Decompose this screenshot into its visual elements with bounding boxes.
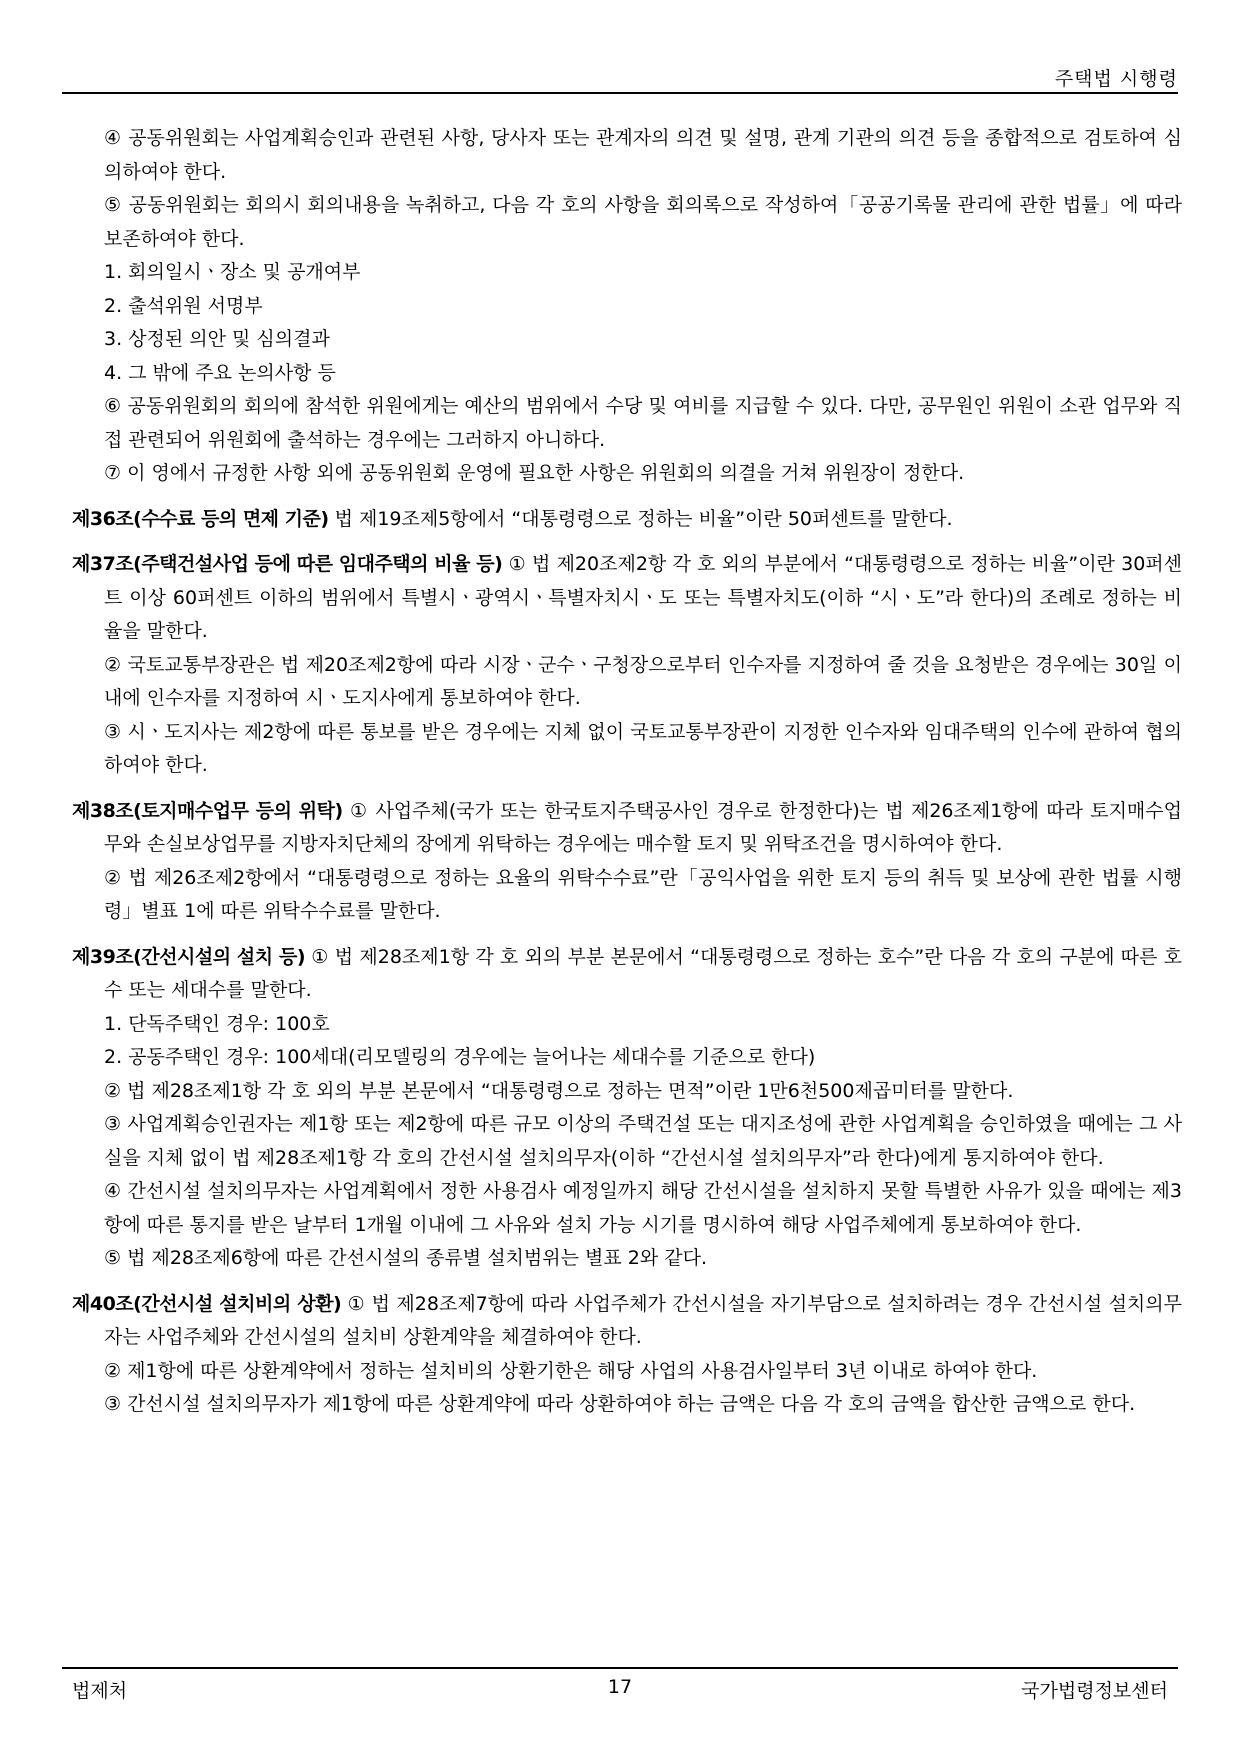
- article-heading: 제37조(주택건설사업 등에 따른 임대주택의 비율 등): [72, 553, 503, 575]
- clause-paragraph: ③ 간선시설 설치의무자가 제1항에 따른 상환계약에 따라 상환하여야 하는 금액은 다음 각 호의 금액을 합산한 금액으로 한다.: [104, 1393, 1136, 1415]
- header-divider: [62, 92, 1178, 94]
- clause-paragraph: 2. 공동주택인 경우: 100세대(리모델링의 경우에는 늘어나는 세대수를 기준으로 한다): [104, 1046, 816, 1068]
- clause-paragraph: ③ 사업계획승인권자는 제1항 또는 제2항에 따른 규모 이상의 주택건설 또는 대지조성에 관한 사업계획을 승인하였을 때에는 그 사실을 지체 없이 법 제28조제1항 각 호의 간선시설 설치의무자(이하 “간선시설 설치의무자”라 한다)에게 통지하여야 한다.: [104, 1113, 1182, 1169]
- clause-paragraph: ② 법 제26조제2항에서 “대통령령으로 정하는 요율의 위탁수수료”란「공익사업을 위한 토지 등의 취득 및 보상에 관한 법률 시행령」별표 1에 따른 위탁수수료를 말한다.: [104, 866, 1182, 922]
- article-heading: 제36조(수수료 등의 면제 기준): [72, 507, 329, 530]
- clause-paragraph: 1. 회의일시ㆍ장소 및 공개여부: [104, 261, 361, 283]
- article-paragraph: [72, 795, 1182, 862]
- clause-paragraph: 4. 그 밖에 주요 논의사항 등: [104, 361, 336, 384]
- page-number: 17: [607, 1676, 633, 1698]
- article-paragraph: [72, 1288, 1182, 1355]
- article-paragraph: [72, 548, 1182, 649]
- clause-paragraph: ⑦ 이 영에서 규정한 사항 외에 공동위원회 운영에 필요한 사항은 위원회의 의결을 거쳐 위원장이 정한다.: [104, 462, 965, 484]
- clause-paragraph: ② 법 제28조제1항 각 호 외의 부분 본문에서 “대통령령으로 정하는 면적”이란 1만6천500제곱미터를 말한다.: [104, 1079, 1014, 1102]
- article-heading: 제39조(간선시설의 설치 등): [72, 945, 306, 968]
- article-text: 법 제19조제5항에서 “대통령령으로 정하는 비율”이란 50퍼센트를 말한다.: [328, 507, 953, 530]
- clause-paragraph: ⑤ 공동위원회는 회의시 회의내용을 녹취하고, 다음 각 호의 사항을 회의록으로 작성하여「공공기록물 관리에 관한 법률」에 따라 보존하여야 한다.: [104, 194, 1182, 250]
- clause-paragraph: ② 국토교통부장관은 법 제20조제2항에 따라 시장ㆍ군수ㆍ구청장으로부터 인수자를 지정하여 줄 것을 요청받은 경우에는 30일 이내에 인수자를 지정하여 시ㆍ도지사에게 통보하여야 한다.: [104, 653, 1182, 709]
- clause-paragraph: 3. 상정된 의안 및 심의결과: [104, 328, 330, 350]
- clause-paragraph: 2. 출석위원 서명부: [104, 294, 263, 317]
- article-text: ① 법 제28조제7항에 따라 사업주체가 간선시설을 자기부담으로 설치하려는 경우 간선시설 설치의무자는 사업주체와 간선시설의 설치비 상환계약을 체결하여야 한다.: [104, 1292, 1182, 1348]
- clause-paragraph: ④ 간선시설 설치의무자는 사업계획에서 정한 사용검사 예정일까지 해당 간선시설을 설치하지 못할 특별한 사유가 있을 때에는 제3항에 따른 통지를 받은 날부터 1개월 이내에 그 사유와 설치 가능 시기를 명시하여 해당 사업주체에게 통보하여야 한다.: [104, 1180, 1182, 1236]
- footer-publisher: 법제처: [72, 1680, 128, 1702]
- footer-divider: [62, 1667, 1178, 1669]
- article-heading: 제38조(토지매수업무 등의 위탁): [72, 799, 343, 822]
- clause-paragraph: ② 제1항에 따른 상환계약에서 정하는 설치비의 상환기한은 해당 사업의 사용검사일부터 3년 이내로 하여야 한다.: [104, 1359, 1038, 1382]
- article-heading: 제40조(간선시설 설치비의 상환): [72, 1292, 342, 1315]
- running-header: 주택법 시행령: [1054, 68, 1178, 90]
- article-paragraph: [72, 503, 1182, 537]
- footer-source: 국가법령정보센터: [1021, 1680, 1168, 1702]
- clause-paragraph: 1. 단독주택인 경우: 100호: [104, 1012, 330, 1035]
- article-text: ① 법 제28조제1항 각 호 외의 부분 본문에서 “대통령령으로 정하는 호수”란 다음 각 호의 구분에 따른 호수 또는 세대수를 말한다.: [104, 945, 1182, 1001]
- article-text: ① 법 제20조제2항 각 호 외의 부분에서 “대통령령으로 정하는 비율”이란 30퍼센트 이상 60퍼센트 이하의 범위에서 특별시ㆍ광역시ㆍ특별자치시ㆍ도 또는 특별자치도(이하 “시ㆍ도”라 한다)의 조례로 정하는 비율을 말한다.: [104, 553, 1182, 642]
- article-paragraph: [72, 941, 1182, 1008]
- clause-paragraph: ⑥ 공동위원회의 회의에 참석한 위원에게는 예산의 범위에서 수당 및 여비를 지급할 수 있다. 다만, 공무원인 위원이 소관 업무와 직접 관련되어 위원회에 출석하는 경우에는 그러하지 아니하다.: [104, 395, 1182, 451]
- clause-paragraph: ③ 시ㆍ도지사는 제2항에 따른 통보를 받은 경우에는 지체 없이 국토교통부장관이 지정한 인수자와 임대주택의 인수에 관하여 협의하여야 한다.: [104, 720, 1182, 776]
- article-text: ① 사업주체(국가 또는 한국토지주택공사인 경우로 한정한다)는 법 제26조제1항에 따라 토지매수업무와 손실보상업무를 지방자치단체의 장에게 위탁하는 경우에는 매수할 토지 및 위탁조건을 명시하여야 한다.: [104, 799, 1182, 855]
- clause-paragraph: ⑤ 법 제28조제6항에 따른 간선시설의 종류별 설치범위는 별표 2와 같다.: [104, 1247, 707, 1269]
- document-body: [72, 122, 1182, 1422]
- clause-paragraph: ④ 공동위원회는 사업계획승인과 관련된 사항, 당사자 또는 관계자의 의견 및 설명, 관계 기관의 의견 등을 종합적으로 검토하여 심의하여야 한다.: [104, 127, 1182, 183]
